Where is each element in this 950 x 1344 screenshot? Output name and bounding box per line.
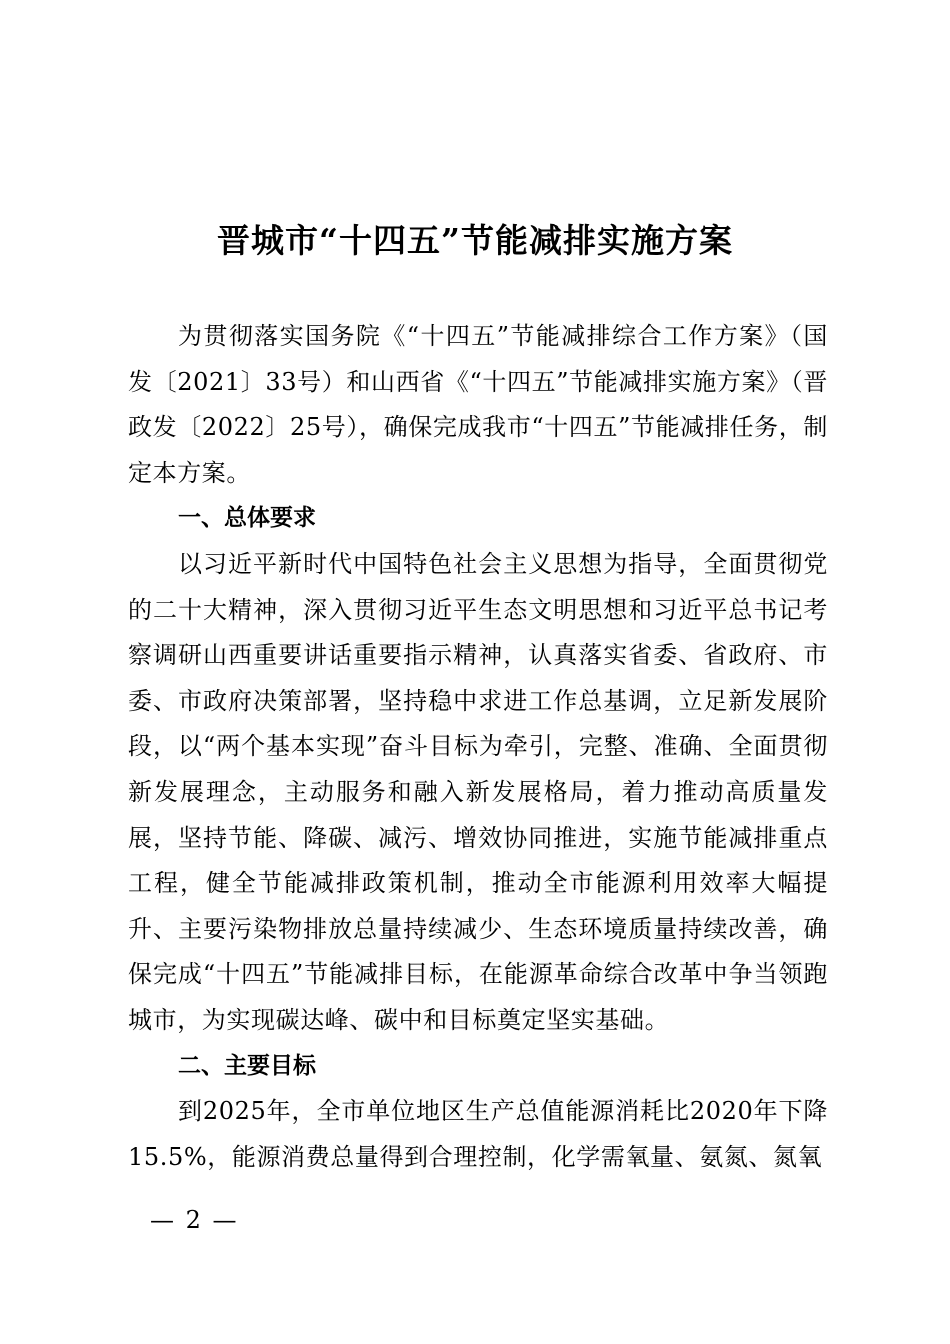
section-heading-general-requirements: 一、总体要求 <box>178 505 316 532</box>
page-number: — 2 — <box>150 1206 239 1234</box>
document-body <box>128 314 828 1180</box>
main-goals-paragraph: 到2025年，全市单位地区生产总值能源消耗比2020年下降15.5%，能源消费总量得到合理控制，化学需氧量、氨氮、氮氧 <box>128 1097 828 1171</box>
intro-paragraph: 为贯彻落实国务院《“十四五”节能减排综合工作方案》（国发〔2021〕33号）和山西省《“十四五”节能减排实施方案》（晋政发〔2022〕25号），确保完成我市“十四五”节能减排任务，制定本方案。 <box>128 322 828 487</box>
section-heading-main-goals: 二、主要目标 <box>178 1052 316 1079</box>
general-requirements-paragraph: 以习近平新时代中国特色社会主义思想为指导，全面贯彻党的二十大精神，深入贯彻习近平生态文明思想和习近平总书记考察调研山西重要讲话重要指示精神，认真落实省委、省政府、市委、市政府决策部署，坚持稳中求进工作总基调，立足新发展阶段，以“两个基本实现”奋斗目标为牵引，完整、准确、全面贯彻新发展理念，主动服务和融入新发展格局，着力推动高质量发展，坚持节能、降碳、减污、增效协同推进，实施节能减排重点工程，健全节能减排政策机制，推动全市能源利用效率大幅提升、主要污染物排放总量持续减少、生态环境质量持续改善，确保完成“十四五”节能减排目标，在能源革命综合改革中争当领跑城市，为实现碳达峰、碳中和目标奠定坚实基础。 <box>128 549 828 1034</box>
document-title: 晋城市“十四五”节能减排实施方案 <box>217 221 733 260</box>
